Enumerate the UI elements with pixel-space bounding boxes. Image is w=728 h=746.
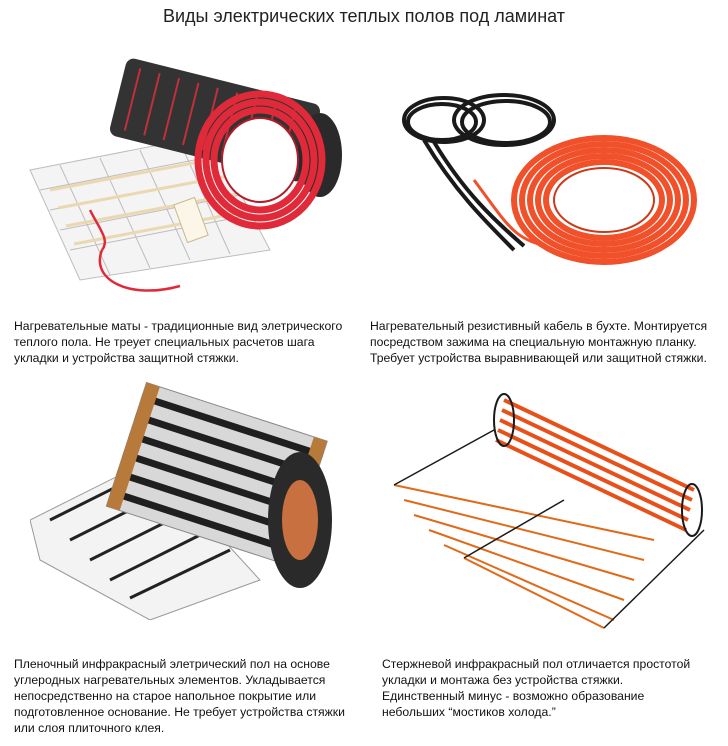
panel-caption: Стержневой инфракрасный пол отличается простотой укладки и монтажа без устройства стяжки. Единственный минус - возможно образование небольших “мостиков холода.” (382, 657, 691, 719)
page-title: Виды электрических теплых полов под ламинат (162, 6, 565, 26)
panel-heating-cable (364, 40, 728, 365)
heating-cable-coil-image (394, 80, 704, 300)
panel-infrared-film (0, 350, 364, 746)
panel-caption: Пленочный инфракрасный элетрический пол на основе углеродных нагревательных элементов. Укладывается непосредственно на старое напольное покрытие или подготовленное основание. Не требует устройства стяжки или слоя плиточного клея. (14, 657, 345, 735)
panel-heating-mat (0, 40, 364, 365)
panel-caption: Нагревательный резистивный кабель в бухте. Монтируется посредством зажима на специальную монтажную планку. Требует устройства выравнивающей или защитной стяжки. (370, 319, 708, 365)
infrared-film-roll-image (30, 370, 350, 620)
heating-mat-roll-image (20, 50, 350, 300)
panel-infrared-rods (364, 350, 728, 746)
panel-caption: Нагревательные маты - традиционные вид элетрического теплого пола. Не треует специальных расчетов шага укладки и устройства защитной стяжки. (14, 319, 343, 365)
infrared-rod-mat-image (374, 370, 724, 630)
